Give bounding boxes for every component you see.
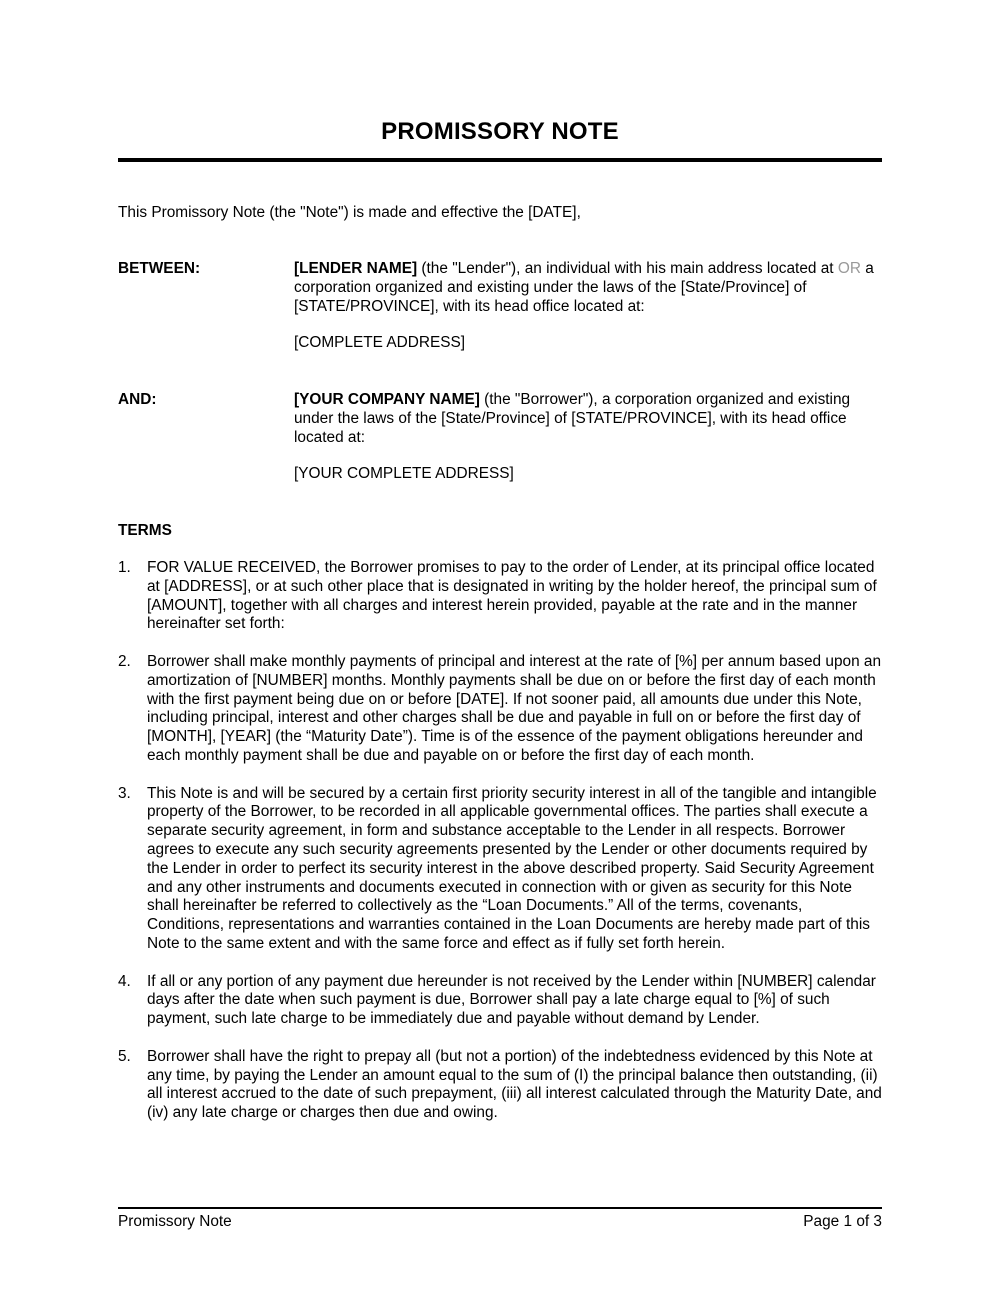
term-item (118, 1048, 882, 1123)
footer-document-name: Promissory Note (118, 1213, 232, 1230)
document-page (118, 0, 882, 1290)
term-text: FOR VALUE RECEIVED, the Borrower promises to pay to the order of Lender, at its principal office located at [ADDRESS], or at such other place that is designated in writing by the holder hereof, the principal sum of [AMOUNT], together with all charges and interest herein provided, payable at the rate and in the manner hereinafter set forth: (147, 559, 877, 633)
or-marker: OR (837, 260, 861, 277)
term-text: If all or any portion of any payment due hereunder is not received by the Lender within [NUMBER] calendar days after the date when such payment is due, Borrower shall pay a late charge equal to [%] of such payment, such late charge to be immediately due and payable without demand by Lender. (147, 972, 876, 1028)
term-number: 5. (118, 1047, 131, 1065)
borrower-name: [YOUR COMPANY NAME] (294, 391, 480, 408)
term-number: 2. (118, 652, 131, 670)
borrower-text: (the "Borrower"), a corporation organized and existing under the laws of the [State/Province] of [STATE/PROVINCE], with its head office located at: (294, 391, 851, 446)
lender-text-a: (the "Lender"), an individual with his main address located at (417, 260, 838, 277)
intro-paragraph: This Promissory Note (the "Note") is made and effective the [DATE], (118, 204, 581, 221)
and-text (294, 391, 882, 484)
and-label: AND: (118, 391, 157, 408)
lender-address: [COMPLETE ADDRESS] (294, 334, 466, 352)
term-text: This Note is and will be secured by a certain first priority security interest in all of the tangible and intangible property of the Borrower, to be recorded in all applicable governmental offices. The parties shall execute a separate security agreement, in form and substance acceptable to the Lender in all respects. Borrower agrees to execute any such security agreements presented by the Lender or other documents required by the Lender in order to perfect its security interest in the above described property. Said Security Agreement and any other instruments and documents executed in connection with or given as security for this Note shall hereinafter be referred to collectively as the “Loan Documents.” All of the terms, covenants, Conditions, representations and warranties contained in the Loan Documents are hereby made part of this Note to the same extent and with the same force and effect as if fully set forth herein. (147, 784, 877, 952)
term-text: Borrower shall have the right to prepay all (but not a portion) of the indebtedness evidenced by this Note at any time, by paying the Lender an amount equal to the sum of (I) the principal balance then outstanding, (ii) all interest accrued to the date of such prepayment, (iii) all interest calculated through the Maturity Date, and (iv) any late charge or charges then due and owing. (147, 1047, 882, 1122)
term-number: 1. (118, 559, 131, 576)
lender-text-b: a corporation organized and existing under the laws of the [State/Province] of [STATE/PROVINCE], with its head office located at: (294, 260, 874, 315)
between-text (294, 260, 882, 353)
borrower-address: [YOUR COMPLETE ADDRESS] (294, 465, 514, 483)
between-label: BETWEEN: (118, 260, 201, 277)
terms-heading: TERMS (118, 522, 172, 539)
lender-description (294, 260, 882, 316)
term-text: Borrower shall make monthly payments of principal and interest at the rate of [%] per annum based upon an amortization of [NUMBER] months. Monthly payments shall be due on or before the first day of each month with the first payment being due on or before [DATE]. If not sooner paid, all amounts due under this Note, including principal, interest and other charges shall be due and payable in full on or before the first day of [MONTH], [YEAR] (the “Maturity Date”). Time is of the essence of the payment obligations hereunder and each monthly payment shall be due and payable on or before the first day of each month. (147, 652, 882, 764)
term-item (118, 653, 882, 766)
term-number: 4. (118, 972, 131, 990)
borrower-description (294, 391, 882, 447)
footer-divider (118, 1207, 882, 1209)
term-number: 3. (118, 784, 131, 802)
lender-name: [LENDER NAME] (294, 260, 418, 277)
term-item (118, 559, 882, 634)
footer-page-number: Page 1 of 3 (803, 1213, 882, 1230)
title-divider (118, 158, 882, 162)
terms-list (118, 559, 882, 1142)
document-title: PROMISSORY NOTE (381, 118, 619, 145)
term-item (118, 973, 882, 1029)
term-item (118, 785, 882, 954)
